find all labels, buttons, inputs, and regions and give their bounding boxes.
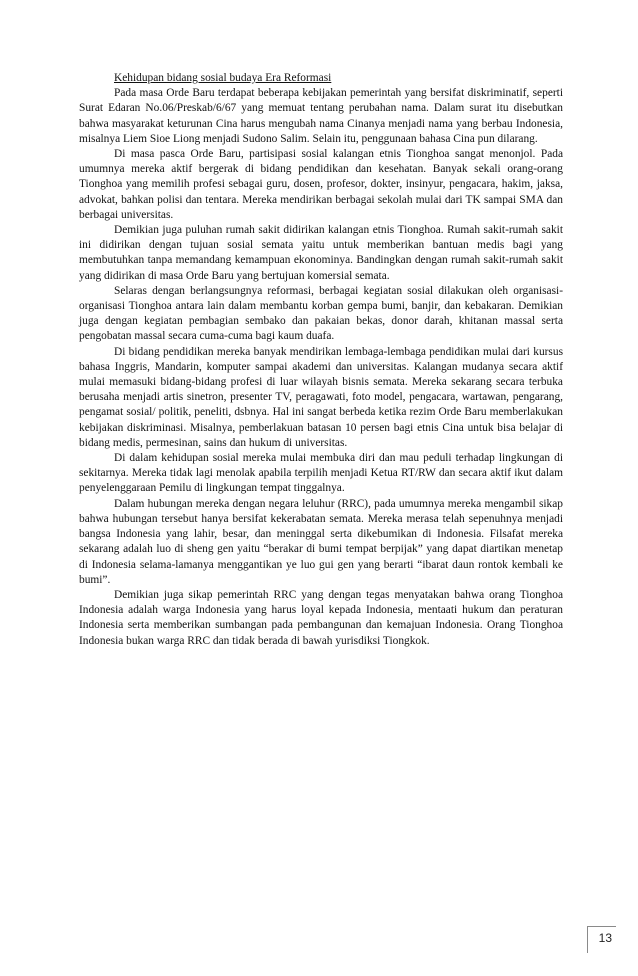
- paragraph-6: Di dalam kehidupan sosial mereka mulai membuka diri dan mau peduli terhadap lingkungan di sekitarnya. Mereka tidak lagi menolak apabila terpilih menjadi Ketua RT/RW dan secara aktif ikut dalam penyelenggaraan Pemilu di lingkungan tempat tinggalnya.: [79, 452, 563, 495]
- paragraph-2: Di masa pasca Orde Baru, partisipasi sosial kalangan etnis Tionghoa sangat menonjol. Pada umumnya mereka aktif bergerak di bidang pendidikan dan kesehatan. Banyak sekali orang-orang Tionghoa yang memilih profesi sebagai guru, dosen, profesor, dokter, insinyur, pengacara, hakim, jaksa, advokat, bahkan polisi dan tentara. Mereka mendirikan berbagai sekolah mulai dari TK sampai SMA dan berbagai universitas.: [79, 148, 563, 221]
- page-number: 13: [598, 931, 612, 945]
- paragraph-3: Demikian juga puluhan rumah sakit didirikan kalangan etnis Tionghoa. Rumah sakit-rumah sakit ini didirikan dengan tujuan sosial semata yaitu untuk memberikan bantuan medis bagi yang membutuhkan tanpa memandang kemampuan ekonominya. Bandingkan dengan rumah sakit-rumah sakit yang didirikan di masa Orde Baru yang bertujuan komersial semata.: [79, 224, 563, 282]
- page-number-box: [587, 926, 616, 953]
- paragraph-1: Pada masa Orde Baru terdapat beberapa kebijakan pemerintah yang bersifat diskriminatif, seperti Surat Edaran No.06/Preskab/6/67 yang memuat tentang perubahan nama. Dalam surat itu disebutkan bahwa masyarakat keturunan Cina harus mengubah nama Cinanya menjadi nama yang berbau Indonesia, misalnya Liem Sioe Liong menjadi Sudono Salim. Selain itu, penggunaan bahasa Cina pun dilarang.: [79, 87, 563, 145]
- document-body: [79, 71, 563, 649]
- paragraph-5: Di bidang pendidikan mereka banyak mendirikan lembaga-lembaga pendidikan mulai dari kursus bahasa Inggris, Mandarin, komputer sampai akademi dan universitas. Kalangan mudanya secara aktif mulai memasuki bidang-bidang profesi di luar wilayah bisnis semata. Mereka sekarang secara terbuka berusaha menjadi artis sinetron, presenter TV, peragawati, foto model, pengacara, wartawan, pengarang, pengamat sosial/ politik, peneliti, dsbnya. Hal ini sangat berbeda ketika rezim Orde Baru memberlakukan kebijakan diskriminasi. Misalnya, pemberlakuan batasan 10 persen bagi etnis Cina untuk bisa belajar di bidang medis, permesinan, sains dan hukum di universitas.: [79, 345, 563, 449]
- paragraph-8: Demikian juga sikap pemerintah RRC yang dengan tegas menyatakan bahwa orang Tionghoa Indonesia adalah warga Indonesia yang harus loyal kepada Indonesia, mentaati hukum dan peraturan Indonesia serta memberikan sumbangan pada pembangunan dan kemajuan Indonesia. Orang Tionghoa Indonesia bukan warga RRC dan tidak berada di bawah yurisdiksi Tiongkok.: [79, 588, 563, 647]
- paragraph-4: Selaras dengan berlangsungnya reformasi, berbagai kegiatan sosial dilakukan oleh organisasi-organisasi Tionghoa antara lain dalam membantu korban gempa bumi, banjir, dan kebakaran. Demikian juga dengan kegiatan pembagian sembako dan pakaian bekas, donor darah, khitanan massal serta pengobatan massal secara cuma-cuma bagi kaum duafa.: [79, 284, 563, 343]
- section-title: Kehidupan bidang sosial budaya Era Reformasi: [114, 72, 332, 84]
- paragraph-7: Dalam hubungan mereka dengan negara leluhur (RRC), pada umumnya mereka mengambil sikap bahwa hubungan tersebut hanya bersifat kekerabatan semata. Mereka merasa telah sepenuhnya menjadi bangsa Indonesia yang lahir, besar, dan meninggal serta dikebumikan di Indonesia. Filsafat mereka sekarang adalah luo di sheng gen yaitu “berakar di bumi tempat berpijak” yang dapat diartikan menetap di Indonesia selama-lamanya menggantikan ye luo gui gen yang berarti “ibarat daun rontok kembali ke bumi”.: [79, 497, 563, 586]
